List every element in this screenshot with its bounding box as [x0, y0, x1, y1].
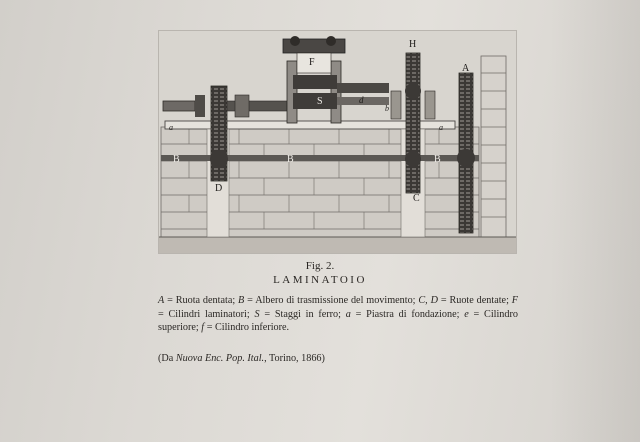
label-a-left: a: [169, 123, 173, 132]
label-B-mid: B: [287, 154, 294, 165]
source-citation: [158, 353, 325, 364]
gear-H: [405, 53, 421, 193]
caption-segment: = Ruota dentata;: [164, 295, 239, 306]
label-D: D: [215, 183, 223, 194]
caption-segment: = Cilindri laminatori;: [158, 308, 255, 320]
figure-title: LAMINATOIO: [273, 274, 367, 286]
caption-segment: = Piastra di fondazione;: [350, 308, 465, 320]
label-b: b: [385, 104, 389, 113]
label-d: d: [359, 95, 364, 105]
label-F: F: [309, 57, 315, 68]
label-a-right: a: [439, 123, 443, 132]
figure-number: Fig. 2.: [305, 260, 335, 272]
caption-segment: = Staggi in ferro;: [259, 308, 346, 320]
label-H: H: [409, 39, 417, 50]
label-B-right: B: [434, 154, 441, 165]
figure-caption: [158, 294, 518, 335]
caption-segment: S: [254, 308, 260, 320]
gear-A: [457, 73, 475, 233]
caption-segment: A: [158, 295, 165, 306]
source-prefix: (Da: [158, 353, 176, 364]
caption-segment: = Cilindro inferiore.: [204, 322, 290, 334]
label-S: S: [317, 96, 323, 107]
source-work: Nuova Enc. Pop. Ital.: [175, 353, 265, 364]
label-A: A: [462, 63, 470, 74]
caption-segment: e: [464, 308, 469, 320]
caption-segment: F: [511, 295, 519, 306]
caption-segment: B: [238, 295, 245, 306]
page-shadow: [550, 0, 640, 442]
label-C: C: [413, 193, 420, 204]
caption-segment: a: [345, 308, 351, 320]
gear-D: [210, 86, 228, 181]
caption-segment: C, D: [418, 295, 438, 306]
transmission-shaft: [161, 155, 479, 161]
caption-segment: = Ruote dentate;: [437, 295, 512, 306]
engraving-drawing: [159, 31, 516, 253]
source-suffix: , Torino, 1866): [264, 353, 325, 364]
rolling-mill-engraving: [158, 30, 517, 254]
brick-column: [481, 56, 506, 237]
caption-segment: = Cilindro superiore;: [158, 308, 518, 334]
caption-segment: = Albero di trasmissione del movimento;: [244, 295, 419, 306]
caption-segment: f: [201, 322, 205, 334]
label-B-left: B: [173, 154, 180, 165]
